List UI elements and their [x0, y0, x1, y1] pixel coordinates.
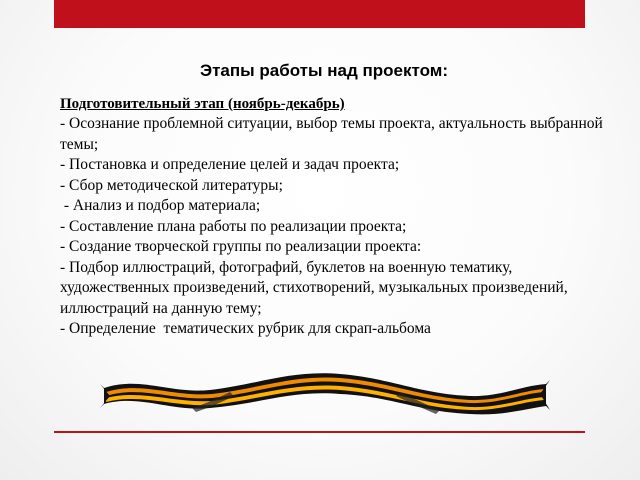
list-item: - Анализ и подбор материала; [60, 197, 261, 214]
list-item: - Подбор иллюстраций, фотографий, буклетов на военную тематику, художественных произведений, стихотворений, музыкальных произведений, иллюстраций на данную тему; [60, 258, 572, 317]
slide-title: Этапы работы над проектом: [200, 61, 448, 80]
list-item: - Составление плана работы по реализации проекта; [60, 217, 407, 235]
list-item: - Осознание проблемной ситуации, выбор темы проекта, актуальность выбранной темы; [60, 115, 607, 153]
stage-heading: Подготовительный этап (ноябрь-декабрь) [60, 96, 345, 112]
top-accent-bar [54, 0, 585, 28]
list-item: - Создание творческой группы по реализации проекта: [60, 238, 422, 255]
bottom-accent-line [54, 431, 585, 433]
st-george-ribbon-icon [100, 364, 550, 420]
slide-content [60, 94, 620, 340]
list-item: - Постановка и определение целей и задач проекта; [60, 156, 400, 173]
list-item: - Сбор методической литературы; [60, 176, 283, 194]
list-item: - Определение тематических рубрик для скрап-альбома [60, 320, 431, 337]
